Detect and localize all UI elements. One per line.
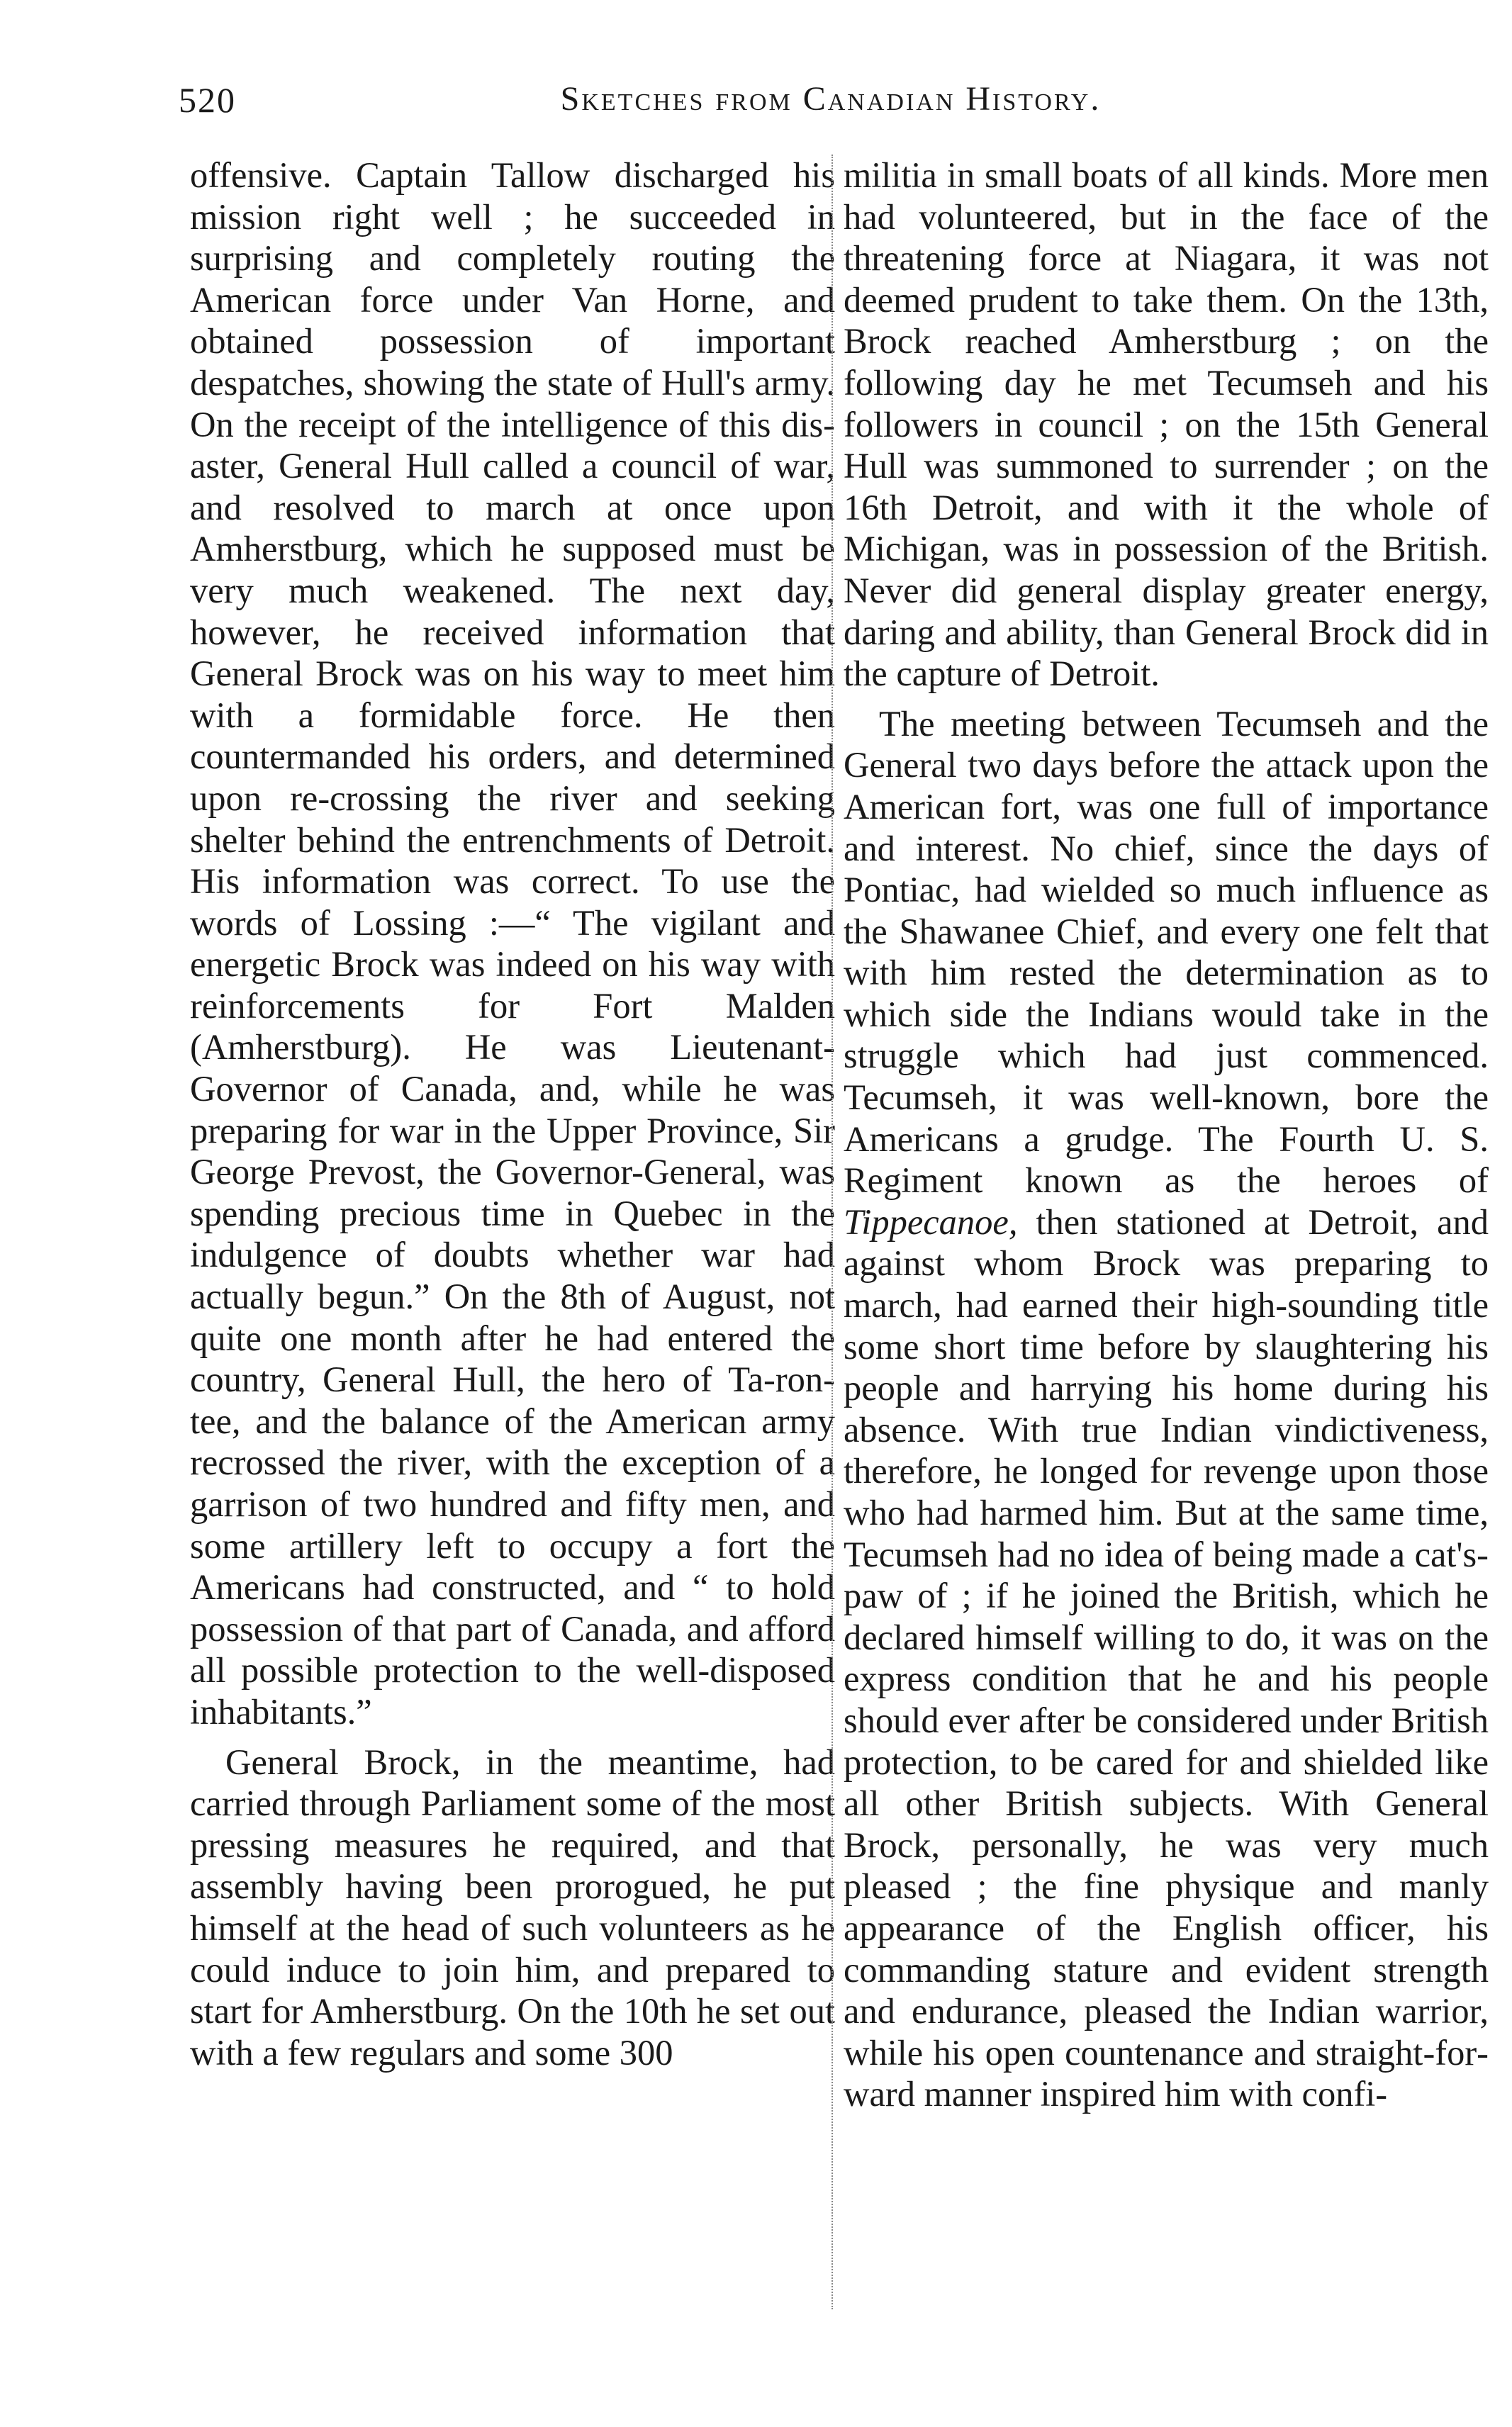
left-column [190, 155, 835, 2073]
left-paragraph-1: offensive. Captain Tallow discharged his mission right well ; he succeeded in surprising and completely routing the American force under Van Horne, and obtained possession of important despatches, showing the state of Hull's army. On the receipt of the intelligence of this disaster, General Hull called a council of war, and resolved to march at once upon Amherstburg, which he supposed must be very much weakened. The next day, however, he received information that General Brock was on his way to meet him with a formidable force. He then countermanded his orders, and determined upon re-crossing the river and seeking shelter behind the entrenchments of Detroit. His information was correct. To use the words of Lossing :—“ The vigilant and energetic Brock was indeed on his way with reinforcements for Fort Malden (Amherstburg). He was Lieutenant-Governor of Canada, and, while he was preparing for war in the Upper Province, Sir George Prevost, the Governor-General, was spending precious time in Quebec in the indulgence of doubts whether war had actually begun.” On the 8th of August, not quite one month after he had entered the country, General Hull, the hero of Ta-ron-tee, and the balance of the American army recrossed the river, with the exception of a garrison of two hundred and fifty men, and some artillery left to occupy a fort the Americans had constructed, and “ to hold possession of that part of Canada, and afford all possible protection to the well-disposed inhabitants.” [190, 155, 835, 1732]
right-paragraph-2 [844, 703, 1489, 2115]
italic-place-name: Tippecanoe, [844, 1201, 1018, 1242]
right-column [844, 155, 1489, 2115]
right-paragraph-2-part-b: then stationed at Detroit, and against whom Brock was preparing to march, had earned their high-sounding title some short time before by slaughtering his people and harrying his home during his absence. With true Indian vindictiveness, therefore, he longed for revenge upon those who had harmed him. But at the same time, Tecumseh had no idea of being made a cat's-paw of ; if he joined the British, which he declared himself willing to do, it was on the express condition that he and his people should ever after be considered under British protection, to be cared for and shielded like all other British subjects. With General Brock, personally, he was very much pleased ; the fine physique and manly appearance of the English officer, his commanding stature and evident strength and endurance, pleased the Indian warrior, while his open countenance and straight-forward manner inspired him with confi- [844, 1201, 1489, 2114]
running-title: Sketches from Canadian History. [560, 80, 1102, 118]
page-number: 520 [179, 80, 236, 120]
right-paragraph-1: militia in small boats of all kinds. More men had volunteered, but in the face of the threatening force at Niagara, it was not deemed prudent to take them. On the 13th, Brock reached Amherstburg ; on the following day he met Tecumseh and his followers in council ; on the 15th General Hull was summoned to surrender ; on the 16th Detroit, and with it the whole of Michigan, was in possession of the British. Never did general display greater energy, daring and ability, than General Brock did in the capture of Detroit. [844, 155, 1489, 694]
left-paragraph-2: General Brock, in the meantime, had carried through Parliament some of the most pressing measures he required, and that assembly having been prorogued, he put himself at the head of such volunteers as he could induce to join him, and prepared to start for Amherstburg. On the 10th he set out with a few regulars and some 300 [190, 1742, 835, 2073]
column-divider [831, 155, 833, 2309]
page-header [179, 79, 1483, 136]
right-paragraph-2-part-a: The meeting between Tecumseh and the General two days before the attack upon the American fort, was one full of importance and interest. No chief, since the days of Pontiac, had wielded so much influence as the Shawanee Chief, and every one felt that with him rested the determination as to which side the Indians would take in the struggle which had just commenced. Tecumseh, it was well-known, bore the Americans a grudge. The Fourth U. S. Regiment known as the heroes of [844, 703, 1489, 1201]
